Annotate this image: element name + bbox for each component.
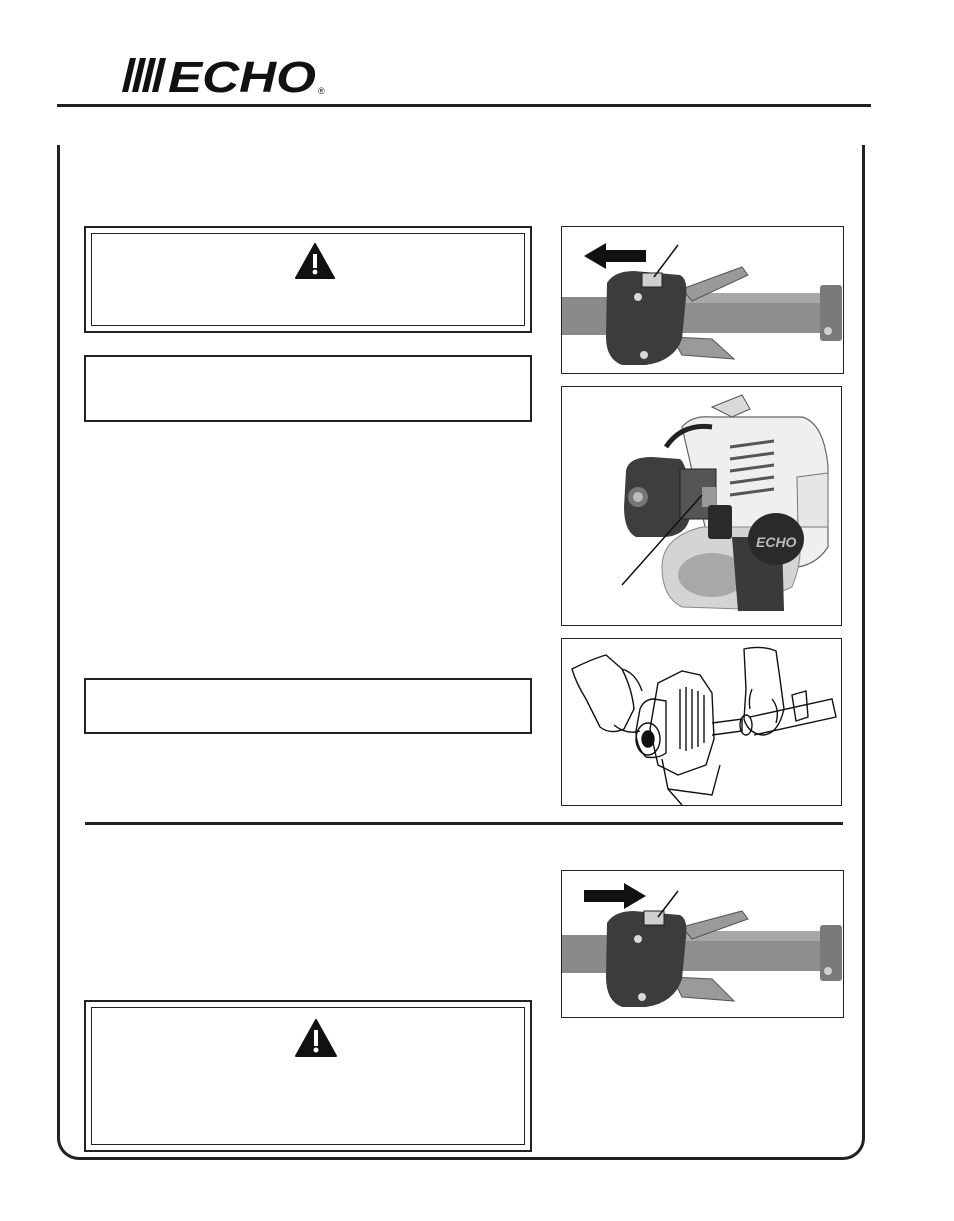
registered-mark: ® [318,86,325,96]
svg-text:ECHO: ECHO [756,534,797,550]
photo-stop-switch-on [561,870,844,1018]
arrow-left-icon [584,243,646,269]
logo-text: ECHO [168,53,316,98]
section-divider [85,822,843,825]
photo-engine-unit [561,386,842,626]
echo-logo [122,50,332,98]
note-box-2 [84,678,532,734]
note-box-1 [84,355,532,422]
photo-stop-switch-off [561,226,844,374]
warning-box-top [84,226,532,333]
warning-box-bottom [84,1000,532,1152]
warning-triangle-icon [294,1018,338,1058]
header-rule [57,104,871,107]
photo-starting-position [561,638,842,806]
warning-triangle-icon [294,242,336,280]
arrow-right-icon [584,883,646,909]
